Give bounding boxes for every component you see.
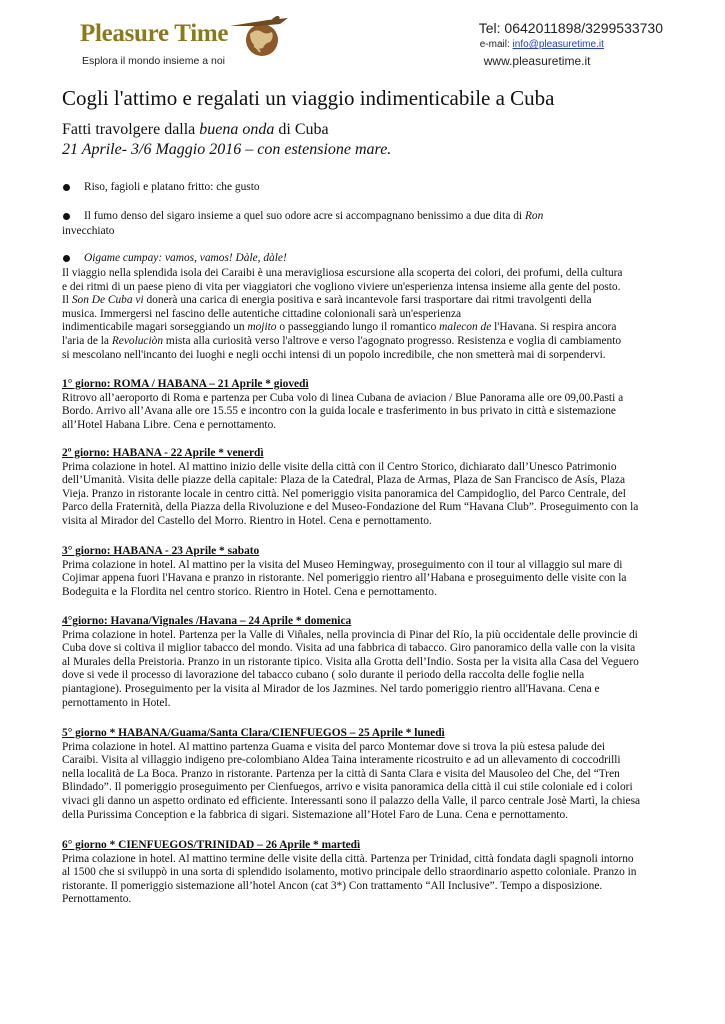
- intro-text: Il: [62, 294, 72, 307]
- intro-text: l'aria de la: [62, 334, 112, 347]
- logo-name: Pleasure Time: [80, 20, 229, 47]
- day-line: vivaci gli danno un aspetto ordinato ed efficiente. Interessanti sono il palazzo della Valle, il parco centrale Josè Martì, la chiesa: [62, 794, 641, 807]
- intro-paragraph: [62, 267, 662, 362]
- intro-em: Son De Cuba vi: [71, 294, 144, 307]
- intro-line: [62, 321, 662, 335]
- intro-line: e dei ritmi di un paese pieno di vita per viaggiatori che vogliono viviere un'esperienza intensa insieme alla gente del posto.: [62, 280, 621, 293]
- intro-text: indimenticabile magari sorseggiando un: [62, 321, 248, 334]
- website-url: www.pleasuretime.it: [483, 54, 591, 68]
- bullet-text-em: Ron: [524, 210, 544, 222]
- day-heading: 1° giorno: ROMA / HABANA – 21 Aprile * giovedì: [62, 378, 309, 390]
- day-line: dove si vede il processo di lavorazione del tabacco cubano ( solo durante il periodo della raccolta delle foglie nella: [62, 669, 585, 682]
- intro-em: malecon de: [439, 321, 492, 334]
- day-line: piantagione). Proseguimento per la visita al Mirador de los Jazmines. Nel tardo pomeriggio rientro all'Havana. Cena e: [62, 682, 600, 695]
- bullet-list: [62, 180, 662, 280]
- day-line: ristorante. Il pomeriggio sistemazione all’hotel Ancon (cat 3*) Con trattamento “All Inclusive”. Tempo a disposizione.: [62, 879, 603, 892]
- day-line: Bodeguita e la Flordita nel centro storico. Rientro in Hotel. Cena e pernottamento.: [62, 585, 437, 598]
- email-label: e-mail:: [479, 39, 513, 50]
- day-line: Vieja. Pranzo in ristorante locale in centro città. Nel pomeriggio visita panoramica del Campidoglio, del Parco Centrale, del: [62, 487, 626, 500]
- day-line: visita al Mirador del Castello del Morro. Rientro in Hotel. Cena e pernottamento.: [62, 514, 432, 527]
- page-title: Cogli l'attimo e regalati un viaggio indimenticabile a Cuba: [62, 86, 555, 110]
- day-line: Prima colazione in hotel. Partenza per la Valle di Viñales, nella provincia di Pinar del Río, la più occidentale delle provincie di: [62, 628, 638, 641]
- bullet-icon: [63, 184, 70, 191]
- subtitle: [62, 121, 329, 139]
- bullet-text-cont: invecchiato: [62, 225, 115, 237]
- day-line: Prima colazione in hotel. Al mattino per la visita del Museo Hemingway, proseguimento con il tour al villaggio sul mare di: [62, 558, 623, 571]
- day-line: Cojimar appena fuori l'Havana e pranzo in ristorante. Nel pomeriggio rientro all’Habana e proseguimento delle visite con la: [62, 572, 627, 585]
- day-line: Prima colazione in hotel. Al mattino partenza Guama e visita del parco Montemar dove si trova la più estesa palude dei: [62, 740, 606, 753]
- day-line: Cuba dove si coltiva il miglior tabacco del mondo. Visita ad una fabbrica di tabacco. Giro panoramico della valle con la visita: [62, 642, 636, 655]
- day-line: Parco della Fraternità, della Piazza della Rivoluzione e del Museo-Fondazione del Rum “Havana Club”. Proseguimento con la: [62, 501, 639, 514]
- day-section: [62, 839, 662, 907]
- intro-line: Il viaggio nella splendida isola dei Caraibi è una meravigliosa escursione alla scoperta dei colori, dei profumi, della cultura: [62, 267, 623, 279]
- contact-block: [479, 20, 663, 68]
- logo: [80, 16, 295, 72]
- day-section: [62, 378, 662, 432]
- subtitle-post: di Cuba: [274, 121, 329, 138]
- day-line: Caraibi. Visita al villaggio indigeno pre-colombiano Aldea Taina interamente ricostruito e ad un allevamento di coccodrilli: [62, 754, 621, 767]
- subtitle-pre: Fatti travolgere dalla: [62, 121, 200, 138]
- intro-text: donerà una carica di energia positiva e sarà incantevole farsi trasportare dai ritmi travolgenti della: [143, 294, 592, 307]
- intro-line: si mescolano nell'incanto dei luoghi e negli occhi intensi di un popolo incredibile, che non smetterà mai di sorpendervi.: [62, 348, 606, 361]
- bullet-text: Riso, fagioli e platano fritto: che gusto: [84, 181, 260, 193]
- bullet-text: Il fumo denso del sigaro insieme a quel suo odore acre si accompagnano benissimo a due dita di: [84, 210, 525, 222]
- bullet-icon: [63, 213, 70, 220]
- day-section: [62, 545, 662, 599]
- day-line: dell’Umanità. Visita delle piazze della capitale: Plaza de la Catedral, Plaza de Armas, Plaza de San Francisco de Asís, Plaza: [62, 474, 626, 487]
- bullet-item: [62, 180, 662, 195]
- day-line: Pernottamento.: [62, 893, 132, 906]
- day-line: della Purissima Conception e la fabbrica di sigari. Sistemazione all’Hotel Faro de Luna. Cena e pernottamento.: [62, 808, 569, 821]
- logo-tagline: Esplora il mondo insieme a noi: [82, 55, 225, 67]
- globe-airplane-icon: [228, 16, 290, 60]
- day-line: al Murales della Preistoria. Pranzo in un ristorante tipico. Visita alla Grotta dell’Indio. Sosta per la visita alla Casa del Veguero: [62, 655, 639, 668]
- email-link[interactable]: info@pleasuretime.it: [512, 39, 604, 50]
- intro-em: Revoluciòn: [111, 334, 164, 347]
- email-line: [480, 39, 663, 50]
- bullet-item: [62, 209, 662, 239]
- day-heading: 3° giorno: HABANA - 23 Aprile * sabato: [62, 545, 260, 557]
- intro-text: l'Havana. Si respira ancora: [491, 321, 617, 334]
- day-line: pernottamento in Hotel.: [62, 696, 171, 709]
- bullet-item: [62, 251, 662, 266]
- day-heading: 5° giorno * HABANA/Guama/Santa Clara/CIENFUEGOS – 25 Aprile * lunedì: [62, 727, 445, 739]
- day-heading: 6° giorno * CIENFUEGOS/TRINIDAD – 26 Aprile * martedì: [62, 839, 361, 851]
- day-heading: 4°giorno: Havana/Vignales /Havana – 24 Aprile * domenica: [62, 615, 352, 627]
- day-heading: 2º giorno: HABANA - 22 Aprile * venerdì: [62, 447, 264, 459]
- intro-line: [62, 294, 662, 308]
- day-section: [62, 615, 662, 710]
- day-line: Prima colazione in hotel. Al mattino termine delle visite della città. Partenza per Trinidad, città fondata dagli spagnoli intorno: [62, 852, 634, 865]
- intro-line: [62, 335, 662, 349]
- day-section: [62, 447, 662, 529]
- day-line: nella località de La Boca. Pranzo in ristorante. Partenza per la città di Santa Clara e visita del Mausoleo del Che, del “Tren: [62, 767, 620, 780]
- bullet-text: Oigame cumpay: vamos, vamos! Dàle, dàle!: [84, 252, 287, 264]
- intro-line: musica. Immergersi nel fascino delle autentiche cittadine colonionali sarà un'esperienza: [62, 307, 462, 320]
- intro-text: o passeggiando lungo il romantico: [276, 321, 440, 334]
- day-line: al 1500 che si sviluppò in una sorta di splendido isolamento, motivo principale dello straordinario aspetto coloniale. Pranzo in: [62, 866, 637, 879]
- bullet-icon: [63, 255, 70, 262]
- day-line: Ritrovo all’aeroporto di Roma e partenza per Cuba volo di linea Cubana de aviacion / Blue Panorama alle ore 09,00.Pasti a: [62, 391, 624, 404]
- day-line: Blindado”. Il pomeriggio proseguimento per Cienfuegos, arrivo e visita panoramica della città il cui stile coloniale ed i colori: [62, 781, 633, 794]
- intro-em: mojito: [247, 321, 277, 334]
- day-line: Prima colazione in hotel. Al mattino inizio delle visite della città con il Centro Storico, dichiarato dall’Unesco Patrimonio: [62, 460, 617, 473]
- day-line: all’Hotel Habana Libre. Cena e pernottamento.: [62, 418, 277, 431]
- day-section: [62, 727, 662, 822]
- phone-number: Tel: 0642011898/3299533730: [478, 20, 663, 36]
- subtitle-em: buena onda: [199, 121, 275, 138]
- day-line: Bordo. Arrivo all’Avana alle ore 15.55 e incontro con la guida locale e trasferimento in bus privato in città e sistemazione: [62, 405, 616, 418]
- trip-dates: 21 Aprile- 3/6 Maggio 2016 – con estensione mare.: [62, 141, 392, 158]
- intro-text: mista alla curiosità verso l'altrove e verso l'agognato progresso. Resistenza e voglia di cambiamento: [163, 334, 622, 347]
